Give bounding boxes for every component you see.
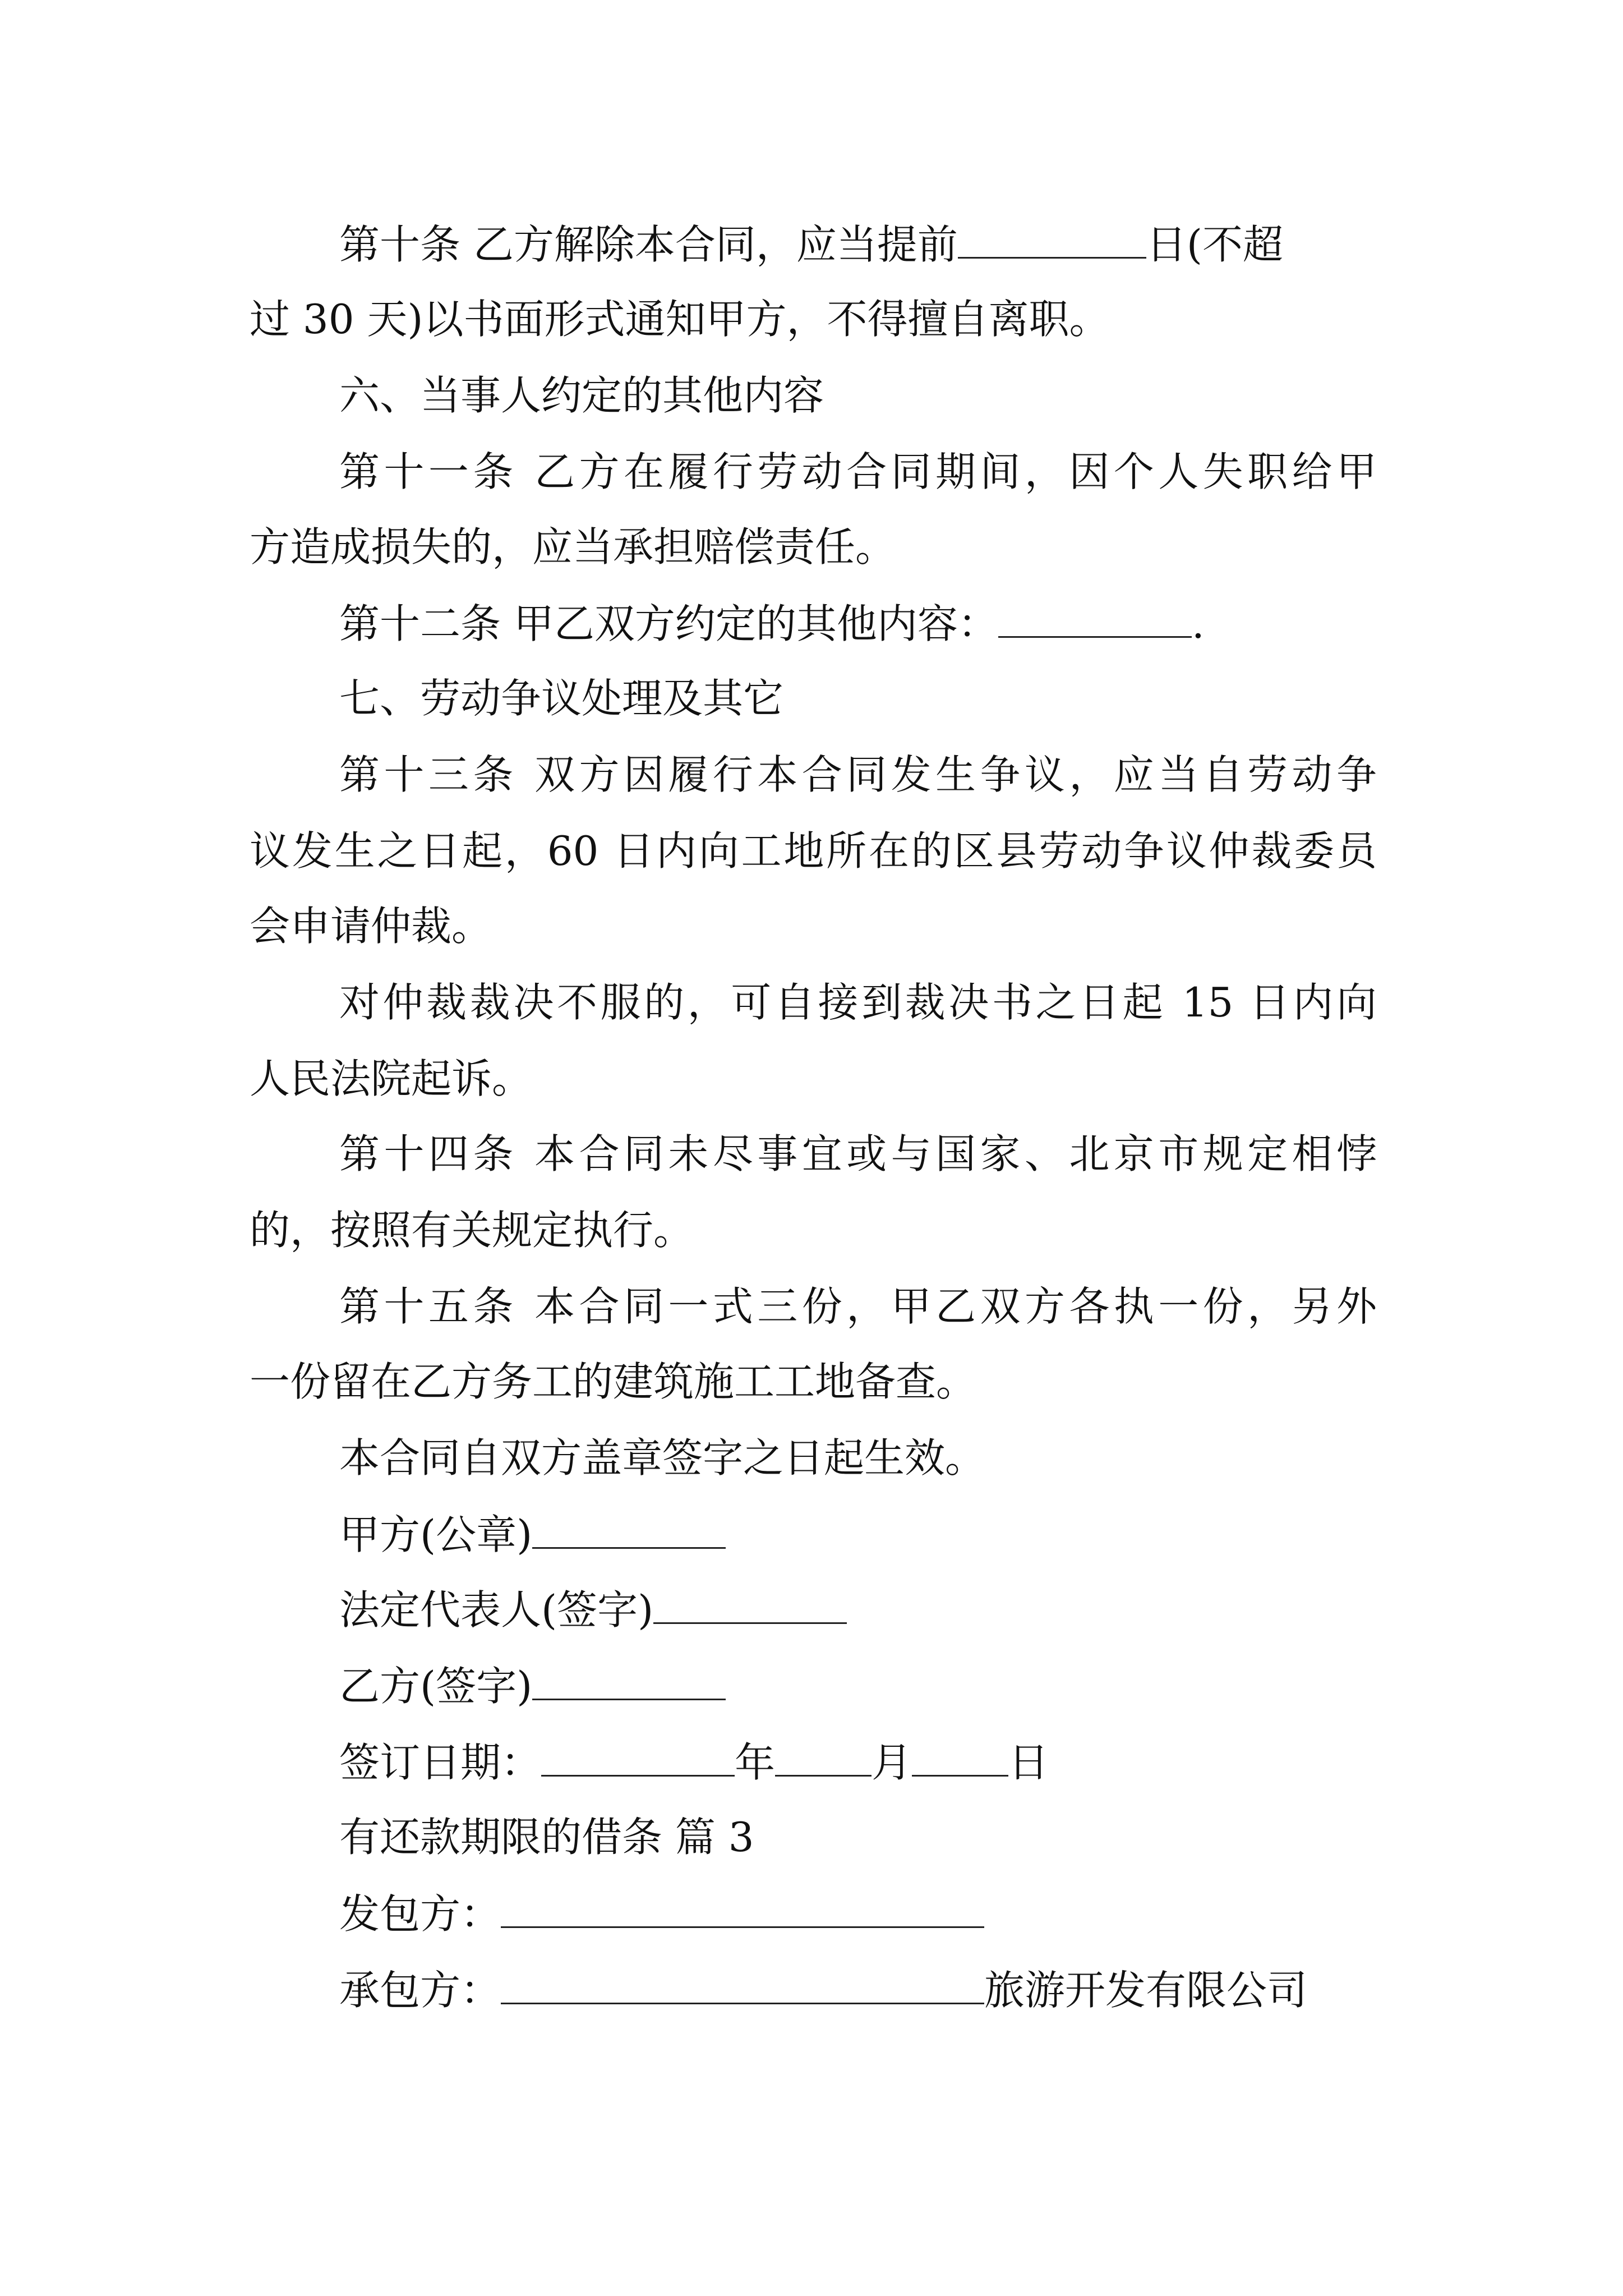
legal-rep-label: 法定代表人(签字)	[339, 1586, 654, 1634]
article-12-text: 第十二条 甲乙双方约定的其他内容：	[339, 600, 998, 647]
party-b-sign-line	[339, 1655, 1377, 1717]
contractor-label: 承包方：	[339, 1967, 501, 2014]
article-11-line-1: 第十一条 乙方在履行劳动合同期间，因个人失职给甲	[339, 448, 1377, 495]
sign-date-line	[339, 1731, 1377, 1793]
article-10-text-a: 第十条 乙方解除本合同，应当提前	[339, 221, 958, 268]
effective-clause: 本合同自双方盖章签字之日起生效。	[339, 1434, 986, 1481]
article-11-line-2: 方造成损失的，应当承担赔偿责任。	[250, 523, 896, 570]
party-b-sign-blank[interactable]	[532, 1655, 726, 1700]
day-blank[interactable]	[912, 1731, 1008, 1777]
legal-rep-blank[interactable]	[653, 1579, 847, 1624]
article-15-line-1: 第十五条 本合同一式三份，甲乙双方各执一份，另外	[339, 1283, 1377, 1330]
article-13-line-2: 议发生之日起，60 日内向工地所在的区县劳动争议仲裁委员	[250, 827, 1377, 875]
article-12-line	[339, 592, 1377, 654]
contractor-company-suffix: 旅游开发有限公司	[984, 1967, 1308, 2014]
article-10-line-2: 过 30 天)以书面形式通知甲方，不得擅自离职。	[250, 296, 1110, 343]
article-14-line-1: 第十四条 本合同未尽事宜或与国家、北京市规定相悖	[339, 1130, 1377, 1177]
party-b-sign-label: 乙方(签字)	[339, 1663, 533, 1710]
notice-days-blank[interactable]	[958, 213, 1146, 259]
day-label: 日	[1008, 1739, 1049, 1786]
section-7-heading: 七、劳动争议处理及其它	[339, 675, 784, 722]
year-label: 年	[735, 1739, 776, 1786]
article-10-text-b: 日(不超	[1146, 221, 1283, 268]
article-10-line-1	[339, 213, 1377, 275]
party-a-seal-blank[interactable]	[532, 1503, 726, 1549]
article-14-line-2: 的，按照有关规定执行。	[250, 1207, 694, 1254]
article-12-period: .	[1191, 600, 1205, 647]
article-15-line-2: 一份留在乙方务工的建筑施工工地备查。	[250, 1358, 977, 1405]
article-13-line-1: 第十三条 双方因履行本合同发生争议，应当自劳动争	[339, 751, 1377, 798]
employer-blank[interactable]	[501, 1883, 984, 1928]
arbitration-line-2: 人民法院起诉。	[250, 1055, 533, 1102]
section-6-heading: 六、当事人约定的其他内容	[339, 372, 824, 419]
section-title-pian-3: 有还款期限的借条 篇 3	[339, 1814, 754, 1861]
other-terms-blank[interactable]	[998, 592, 1192, 638]
employer-label: 发包方：	[339, 1890, 501, 1938]
year-blank[interactable]	[541, 1731, 735, 1777]
contractor-line	[339, 1959, 1377, 2021]
contractor-blank[interactable]	[501, 1959, 984, 2004]
sign-date-label: 签订日期：	[339, 1739, 542, 1786]
legal-rep-line	[339, 1579, 1377, 1640]
employer-line	[339, 1883, 1377, 1944]
arbitration-line-1: 对仲裁裁决不服的，可自接到裁决书之日起 15 日内向	[339, 979, 1377, 1026]
article-13-line-3: 会申请仲裁。	[250, 903, 492, 950]
month-label: 月	[872, 1739, 912, 1786]
month-blank[interactable]	[775, 1731, 872, 1777]
party-a-seal-label: 甲方(公章)	[339, 1511, 533, 1558]
party-a-seal-line	[339, 1503, 1377, 1565]
